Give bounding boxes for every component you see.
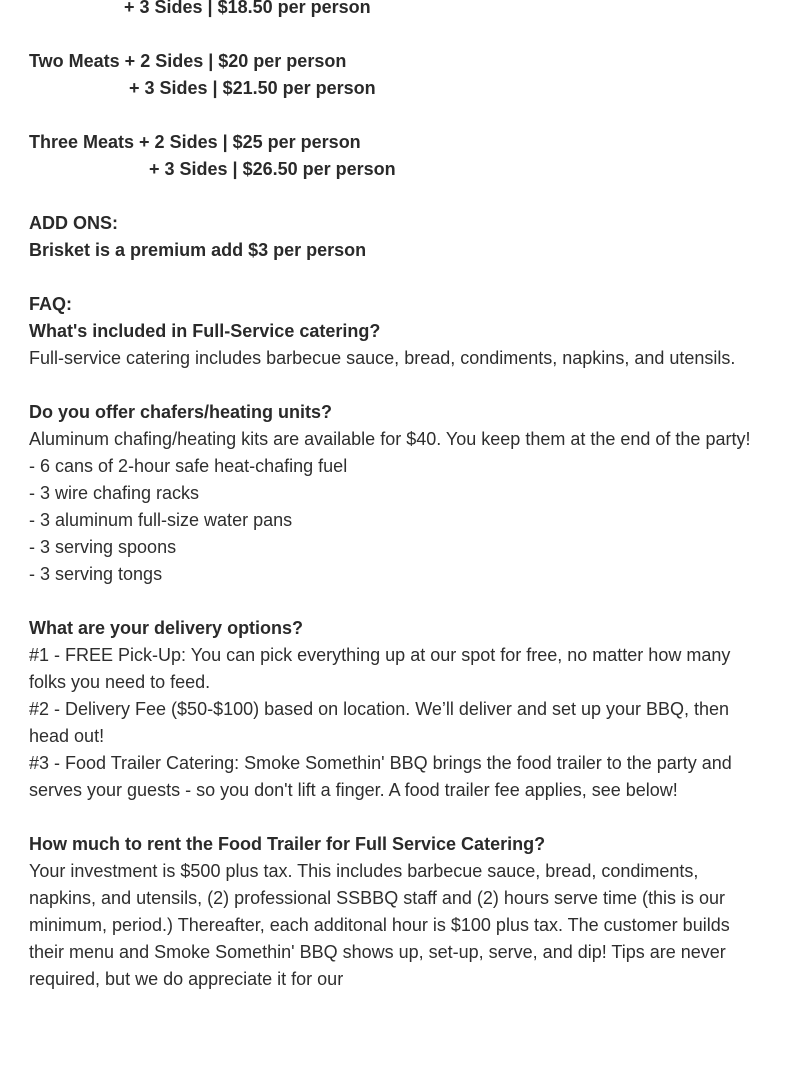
spacer [29,21,759,48]
price-three-meats-two-sides: Three Meats + 2 Sides | $25 per person [29,132,361,152]
faq-question-chafers: Do you offer chafers/heating units? [29,402,333,422]
faq-question-included: What's included in Full-Service catering? [29,321,381,341]
price-one-meat-three-sides: + 3 Sides | $18.50 per person [124,0,371,17]
price-three-meats-three-sides: + 3 Sides | $26.50 per person [149,159,396,179]
faq-answer-chafers: Aluminum chafing/heating kits are available for $40. You keep them at the end of the party! [29,429,751,449]
delivery-option-pickup: #1 - FREE Pick-Up: You can pick everything up at our spot for free, no matter how many folks you need to feed. [29,645,731,692]
spacer [29,804,759,831]
delivery-option-fee: #2 - Delivery Fee ($50-$100) based on location. We’ll deliver and set up your BBQ, then head out! [29,699,730,746]
chafer-kit-item: - 3 serving spoons [29,537,177,557]
spacer [29,264,759,291]
addons-heading: ADD ONS: [29,213,118,233]
delivery-option-food-trailer: #3 - Food Trailer Catering: Smoke Somethin' BBQ brings the food trailer to the party and serves your guests - so you don't lift a finger. A food trailer fee applies, see below! [29,753,732,800]
price-two-meats-two-sides: Two Meats + 2 Sides | $20 per person [29,51,347,71]
faq-answer-included: Full-service catering includes barbecue sauce, bread, condiments, napkins, and utensils. [29,348,736,368]
faq-answer-trailer-rental: Your investment is $500 plus tax. This includes barbecue sauce, bread, condiments, napkins, and utensils, (2) professional SSBBQ staff and (2) hours serve time (this is our minimum, period.) Thereafter, each additonal hour is $100 plus tax. The customer builds their menu and Smoke Somethin' BBQ shows up, set-up, serve, and dip! Tips are never required, but we do appreciate it for our [29,861,730,989]
addon-brisket: Brisket is a premium add $3 per person [29,240,367,260]
spacer [29,102,759,129]
chafer-kit-item: - 3 serving tongs [29,564,163,584]
spacer [29,372,759,399]
chafer-kit-item: - 3 aluminum full-size water pans [29,510,293,530]
price-two-meats-three-sides: + 3 Sides | $21.50 per person [129,78,376,98]
faq-heading: FAQ: [29,294,72,314]
catering-document [29,0,759,993]
spacer [29,588,759,615]
chafer-kit-item: - 3 wire chafing racks [29,483,200,503]
spacer [29,183,759,210]
faq-question-delivery: What are your delivery options? [29,618,304,638]
faq-question-trailer-rental: How much to rent the Food Trailer for Full Service Catering? [29,834,546,854]
chafer-kit-item: - 6 cans of 2-hour safe heat-chafing fuel [29,456,348,476]
